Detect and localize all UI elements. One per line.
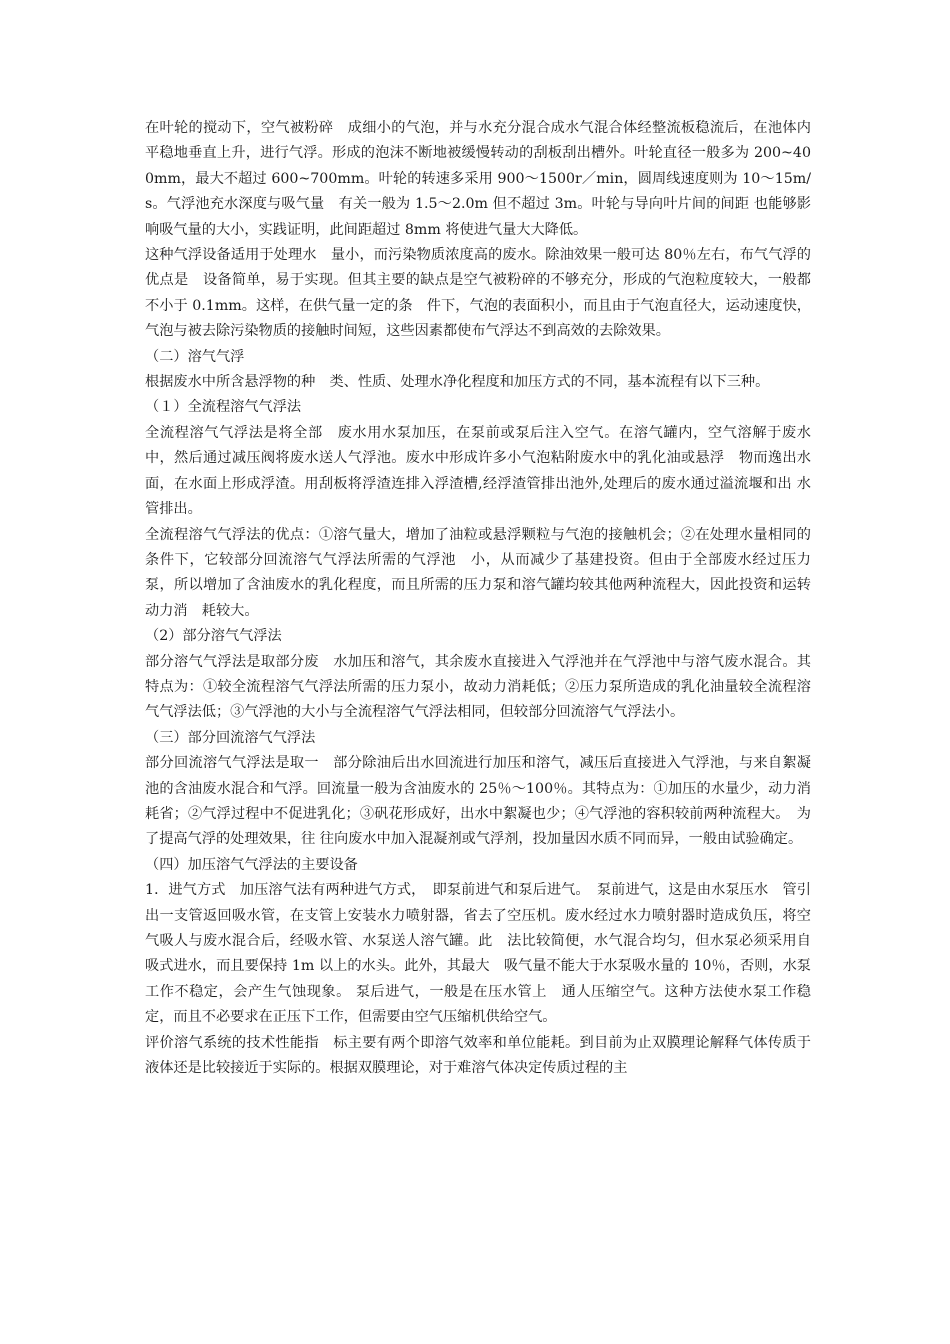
heading-dissolved-air-flotation: （二）溶气气浮	[145, 348, 245, 365]
paragraph-impeller-description: 在叶轮的搅动下，空气被粉碎 成细小的气泡，并与水充分混合成水气混合体经整流板稳流后，在池体内平稳地垂直上升，进行气浮。形成的泡沫不断地被缓慢转动的刮板刮出槽外。叶轮直径一般多为 200~400mm，最大不超过 600~700mm。叶轮的转速多采用 900～1500r／min，圆周线速度则为 10～15m/s。气浮池充水深度与吸气量 有关一般为 1.5～2.0m 但不超过 3m。叶轮与导向叶片间的间距 也能够影响吸气量的大小，实践证明，此间距超过 8mm 将使进气量大大降低。	[145, 120, 811, 238]
paragraph-air-intake-methods: 1．进气方式 加压溶气法有两种进气方式， 即泵前进气和泵后进气。 泵前进气，这是由水泵压水 管引出一支管返回吸水管，在支管上安装水力喷射器，省去了空压机。废水经过水力喷射器时造成负压，将空气吸人与废水混合后，经吸水管、水泵送人溶气罐。此 法比较简便，水气混合均匀，但水泵必须采用自吸式进水，而且要保持 1m 以上的水头。此外，其最大 吸气量不能大于水泵吸水量的 10％，否则，水泵工作不稳定，会产生气蚀现象。 泵后进气，一般是在压水管上 通人压缩空气。这种方法使水泵工作稳定，而且不必要求在正压下工作，但需要由空气压缩机供给空气。	[145, 882, 811, 1026]
document-body	[145, 116, 811, 1081]
paragraph-partial-recycle-process: 部分回流溶气气浮法是取一 部分除油后出水回流进行加压和溶气，减压后直接进入气浮池，与来自絮凝池的含油废水混合和气浮。回流量一般为含油废水的 25％～100％。其特点为：①加压的水量少，动力消耗省；②气浮过程中不促进乳化；③矾花形成好，出水中絮凝也少；④气浮池的容积较前两种流程大。 为了提高气浮的处理效果，往 往向废水中加入混凝剂或气浮剂，投加量因水质不同而异，一般由试验确定。	[145, 755, 811, 848]
heading-full-flow: （１）全流程溶气气浮法	[145, 399, 302, 416]
heading-partial-recycle: （三）部分回流溶气气浮法	[145, 729, 316, 746]
paragraph-full-flow-process: 全流程溶气气浮法是将全部 废水用水泵加压，在泵前或泵后注入空气。在溶气罐内，空气溶解于废水中，然后通过减压阀将废水送人气浮池。废水中形成许多小气泡粘附废水中的乳化油或悬浮 物而逸出水面，在水面上形成浮渣。用刮板将浮渣连排入浮渣槽,经浮渣管排出池外,处理后的废水通过溢流堰和出 水管排出。	[145, 424, 811, 518]
paragraph-full-flow-advantages: 全流程溶气气浮法的优点：①溶气量大，增加了油粒或悬浮颗粒与气泡的接触机会；②在处理水量相同的条件下，它较部分回流溶气气浮法所需的气浮池 小，从而减少了基建投资。但由于全部废水经过压力泵，所以增加了含油废水的乳化程度，而且所需的压力泵和溶气罐均较其他两种流程大，因此投资和运转动力消 耗较大。	[145, 526, 811, 619]
paragraph-partial-flow-process: 部分溶气气浮法是取部分废 水加压和溶气，其余废水直接进入气浮池并在气浮池中与溶气废水混合。其特点为：①较全流程溶气气浮法所需的压力泵小，故动力消耗低；②压力泵所造成的乳化油量较全流程溶气气浮法低；③气浮池的大小与全流程溶气气浮法相同，但较部分回流溶气气浮法小。	[145, 653, 811, 721]
heading-partial-flow: （2）部分溶气气浮法	[145, 628, 282, 645]
paragraph-dispersed-air-flotation: 这种气浮设备适用于处理水 量小，而污染物质浓度高的废水。除油效果一般可达 80％左右，布气气浮的优点是 设备简单，易于实现。但其主要的缺点是空气被粉碎的不够充分，形成的气泡粒度较大，一般都不小于 0.1mm。这样，在供气量一定的条 件下，气泡的表面积小，而且由于气泡直径大，运动速度快，气泡与被去除污染物质的接触时间短，这些因素都使布气浮达不到高效的去除效果。	[145, 247, 811, 340]
paragraph-basic-processes: 根据废水中所含悬浮物的种 类、性质、处理水净化程度和加压方式的不同，基本流程有以下三种。	[145, 374, 770, 391]
heading-main-equipment: （四）加压溶气气浮法的主要设备	[145, 856, 358, 873]
paragraph-performance-evaluation: 评价溶气系统的技术性能指 标主要有两个即溶气效率和单位能耗。到目前为止双膜理论解释气体传质于液体还是比较接近于实际的。根据双膜理论，对于难溶气体决定传质过程的主	[145, 1034, 811, 1077]
